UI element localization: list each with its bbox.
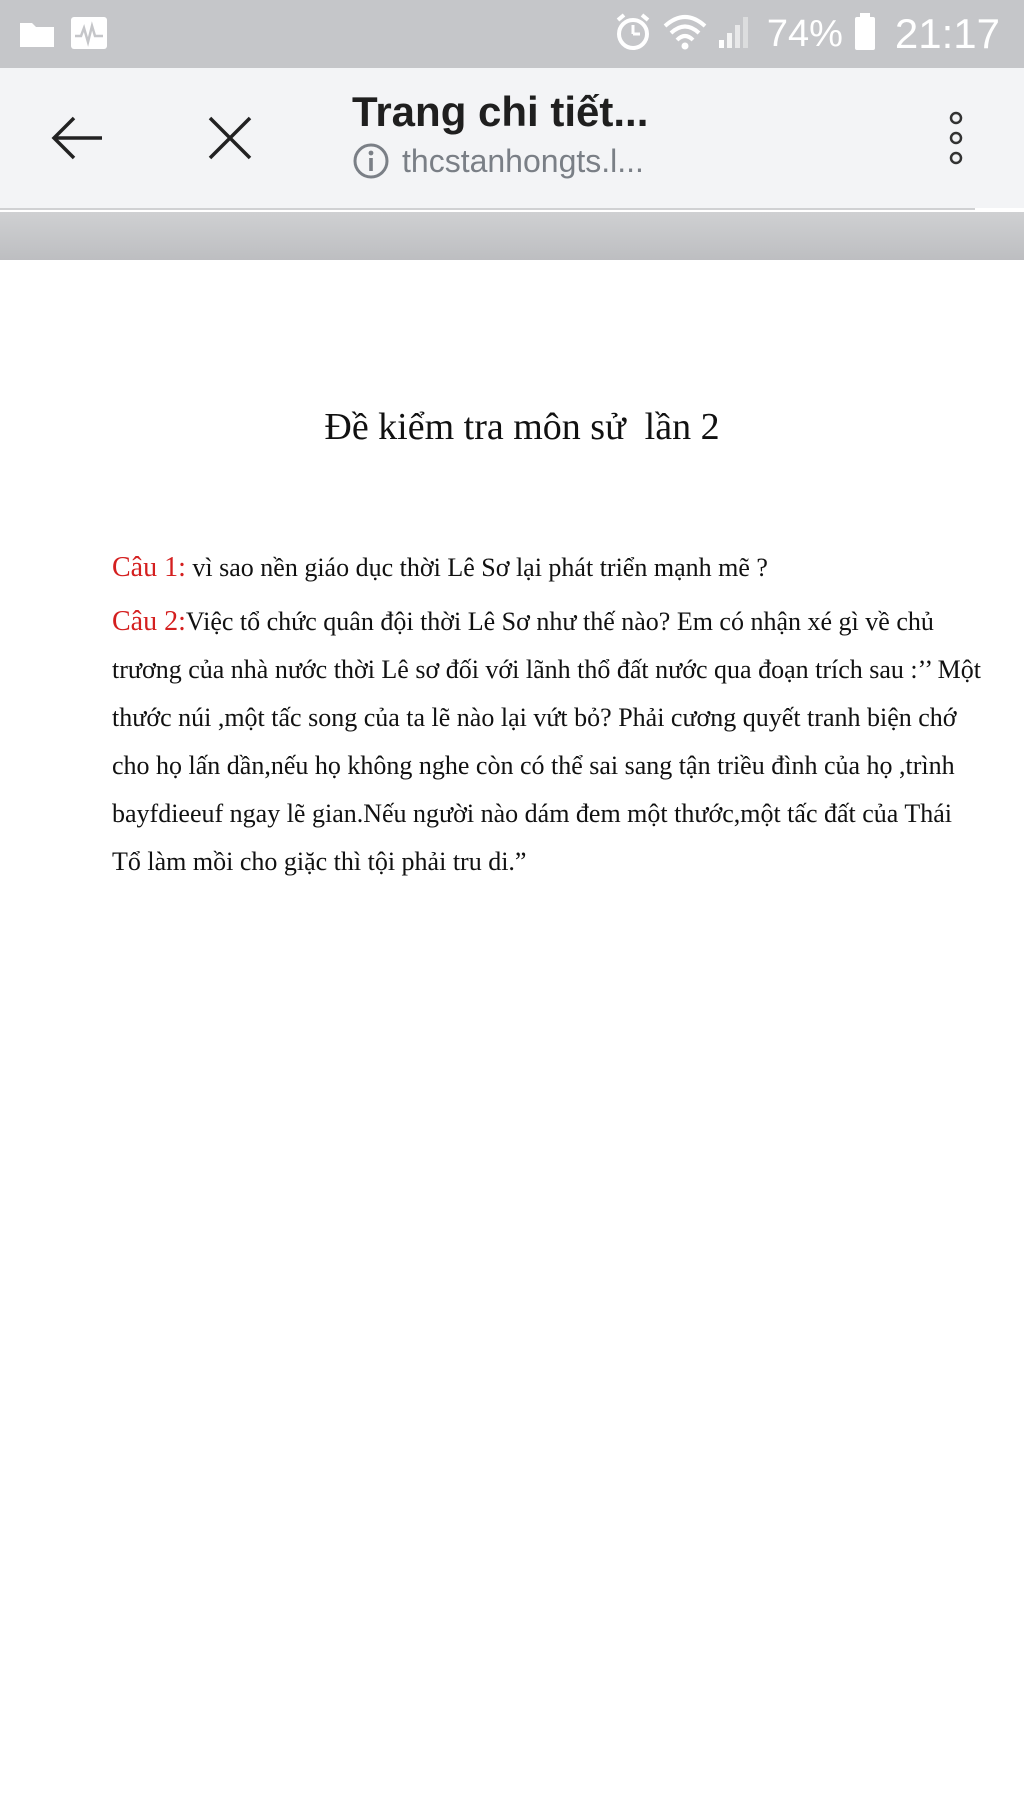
- toolbar-divider: [0, 208, 975, 210]
- back-button[interactable]: [46, 108, 110, 168]
- more-vert-icon: [946, 108, 966, 168]
- page-title: Trang chi tiết...: [352, 88, 649, 135]
- folder-icon: [18, 17, 56, 54]
- signal-icon: [717, 14, 751, 55]
- url-text: thcstanhongts.l...: [402, 142, 644, 179]
- question-label: Câu 2: [112, 606, 179, 637]
- activity-icon: [70, 16, 108, 55]
- status-bar: [0, 0, 1024, 68]
- more-options-button[interactable]: [936, 106, 976, 170]
- alarm-icon: [613, 12, 653, 57]
- battery-percentage: 74%: [766, 12, 843, 55]
- close-icon: [206, 114, 254, 162]
- question-2: [112, 598, 982, 886]
- clock: 21:17: [894, 10, 1000, 57]
- content-top-band: [0, 212, 1024, 260]
- close-tab-button[interactable]: [198, 108, 262, 168]
- page-info[interactable]: [352, 86, 872, 180]
- url-row[interactable]: [352, 142, 872, 180]
- question-label: Câu 1: [112, 552, 179, 583]
- wifi-icon: [663, 12, 707, 57]
- browser-toolbar: [0, 68, 1024, 208]
- notification-icons: [18, 16, 108, 55]
- question-label-separator: :: [178, 552, 186, 583]
- question-text: Việc tổ chức quân đội thời Lê Sơ như thế nào? Em có nhận xé gì về chủ trương của nhà nước thời Lê sơ đối với lãnh thổ đất nước qua đoạn trích sau :’’ Một thước núi ,một tấc song của ta lẽ nào lại vứt bỏ? Phải cương quyết tranh biện chớ cho họ lấn dần,nếu họ không nghe còn có thể sai sang tận triều đình của họ ,trình bayfdieeuf ngay lẽ gian.Nếu người nào dám đem một thước,một tấc đất của Thái Tổ làm mồi cho giặc thì tội phải tru di.”: [112, 607, 981, 876]
- info-icon: [352, 142, 390, 180]
- system-status: [613, 8, 1000, 60]
- back-arrow-icon: [50, 114, 106, 162]
- question-1: [112, 544, 982, 592]
- question-label-separator: :: [178, 606, 186, 637]
- battery-icon: [853, 12, 877, 57]
- question-text: vì sao nền giáo dục thời Lê Sơ lại phát triển mạnh mẽ ?: [185, 553, 768, 582]
- document-page: [0, 260, 1024, 1820]
- document-title: Đề kiểm tra môn sử lần 2: [324, 406, 720, 448]
